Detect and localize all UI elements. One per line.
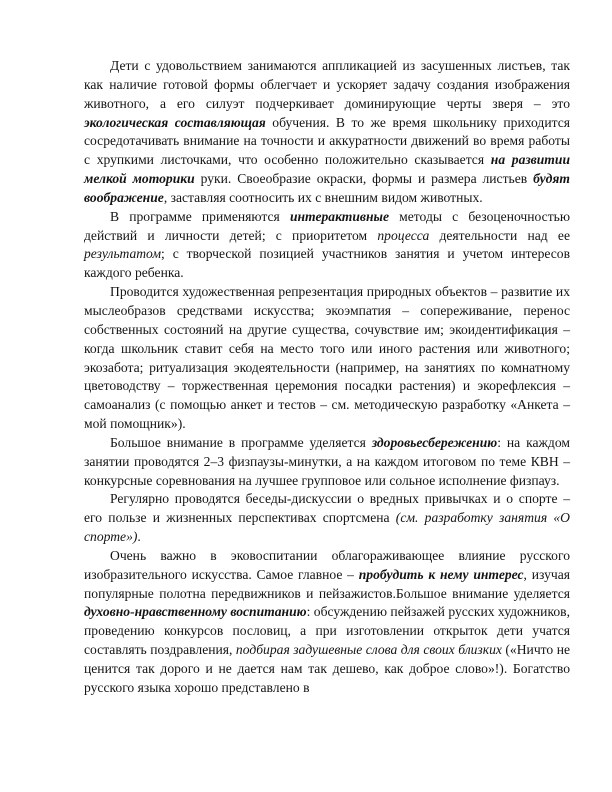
body-text-run: методы с безоценочностью действий и личности детей; с приоритетом: [84, 208, 570, 243]
body-text-run: ; с творческой позицией участников занятия и учетом интересов каждого ребенка.: [84, 246, 570, 281]
paragraph-applique: [84, 57, 570, 208]
body-text-run: Регулярно проводятся беседы-дискуссии о вредных привычках и о спорте – его пользе и жизненных перспективах спортсмена: [84, 491, 570, 526]
emphasis-text: интерактивные: [289, 208, 389, 224]
emphasis-text: результатом: [84, 246, 162, 262]
body-text-run: : на каждом занятии проводятся 2–3 физпаузы-минутки, а на каждом итоговом по теме КВН – конкурсные соревнования на лучшее групповое или сольное исполнение физпауз.: [84, 434, 570, 488]
emphasis-text: пробудить к нему интерес: [358, 566, 524, 582]
emphasis-text: на развитии мелкой моторики: [84, 152, 571, 187]
paragraph-discussions: [84, 490, 570, 547]
emphasis-text: экологическая составляющая: [84, 114, 266, 130]
body-text-run: обучения. В то же время школьнику приходится сосредотачивать внимание на точности и аккуратности движений во время работы с хрупкими листочками, что особенно положительно сказывается: [84, 114, 570, 168]
body-text-run: деятельности над ее: [429, 227, 570, 243]
body-text: [84, 57, 570, 698]
body-text-run: Большое внимание в программе уделяется: [110, 434, 372, 450]
emphasis-text: (см. разработку занятия «О спорте»): [84, 510, 570, 545]
body-text-run: Очень важно в эковоспитании облагораживающее влияние русского изобразительного искусства. Самое главное –: [84, 547, 570, 582]
paragraph-health: [84, 434, 570, 491]
body-text-run: .: [137, 529, 141, 545]
emphasis-text: духовно-нравственному воспитанию: [84, 604, 307, 620]
paragraph-interactive-methods: [84, 208, 570, 283]
emphasis-text: будят воображение: [84, 171, 570, 205]
paragraph-russian-art: [84, 547, 570, 698]
emphasis-text: процесса: [377, 227, 430, 243]
body-text-run: , заставляя соотносить их с внешним видом животных.: [163, 189, 483, 205]
body-text-run: Проводится художественная репрезентация природных объектов – развитие их мыслеобразов средствами искусства; экоэмпатия – сопереживание, перенос собственных состояний на другие существа, сочувствие им; экоидентификация – когда школьник ставит себя на место того или иного растения или животного; экозабота; ритуализация экодеятельности (например, на занятиях по комнатному цветоводству – торжественная церемония посадки растения) и экорефлексия – самоанализ (с помощью анкет и тестов – см. методическую разработку «Анкета – мой помощник»).: [84, 284, 570, 432]
body-text-run: руки. Своеобразие окраски, формы и размера листьев: [194, 171, 534, 187]
body-text-run: («Ничто не ценится так дорого и не дается нам так дешево, как доброе слово»!). Богатство русского языка хорошо представлено в: [84, 642, 570, 695]
emphasis-text: здоровьесбережению: [371, 434, 498, 450]
body-text-run: В программе применяются: [110, 208, 290, 224]
paragraph-artistic-representation: [84, 283, 570, 434]
body-text-run: : обсуждению пейзажей русских художников, проведению конкурсов пословиц, а при изготовлении открыток дети учатся составлять поздравления,: [84, 604, 570, 658]
emphasis-text: подбирая задушевные слова для своих близких: [235, 642, 502, 658]
body-text-run: Дети с удовольствием занимаются аппликацией из засушенных листьев, так как наличие готовой формы облегчает и ускоряет задачу создания изображения животного, а его силуэт подчеркивает доминирующие черты зверя – это: [84, 58, 570, 111]
body-text-run: , изучая популярные полотна передвижников и пейзажистов.Большое внимание уделяется: [84, 566, 570, 601]
